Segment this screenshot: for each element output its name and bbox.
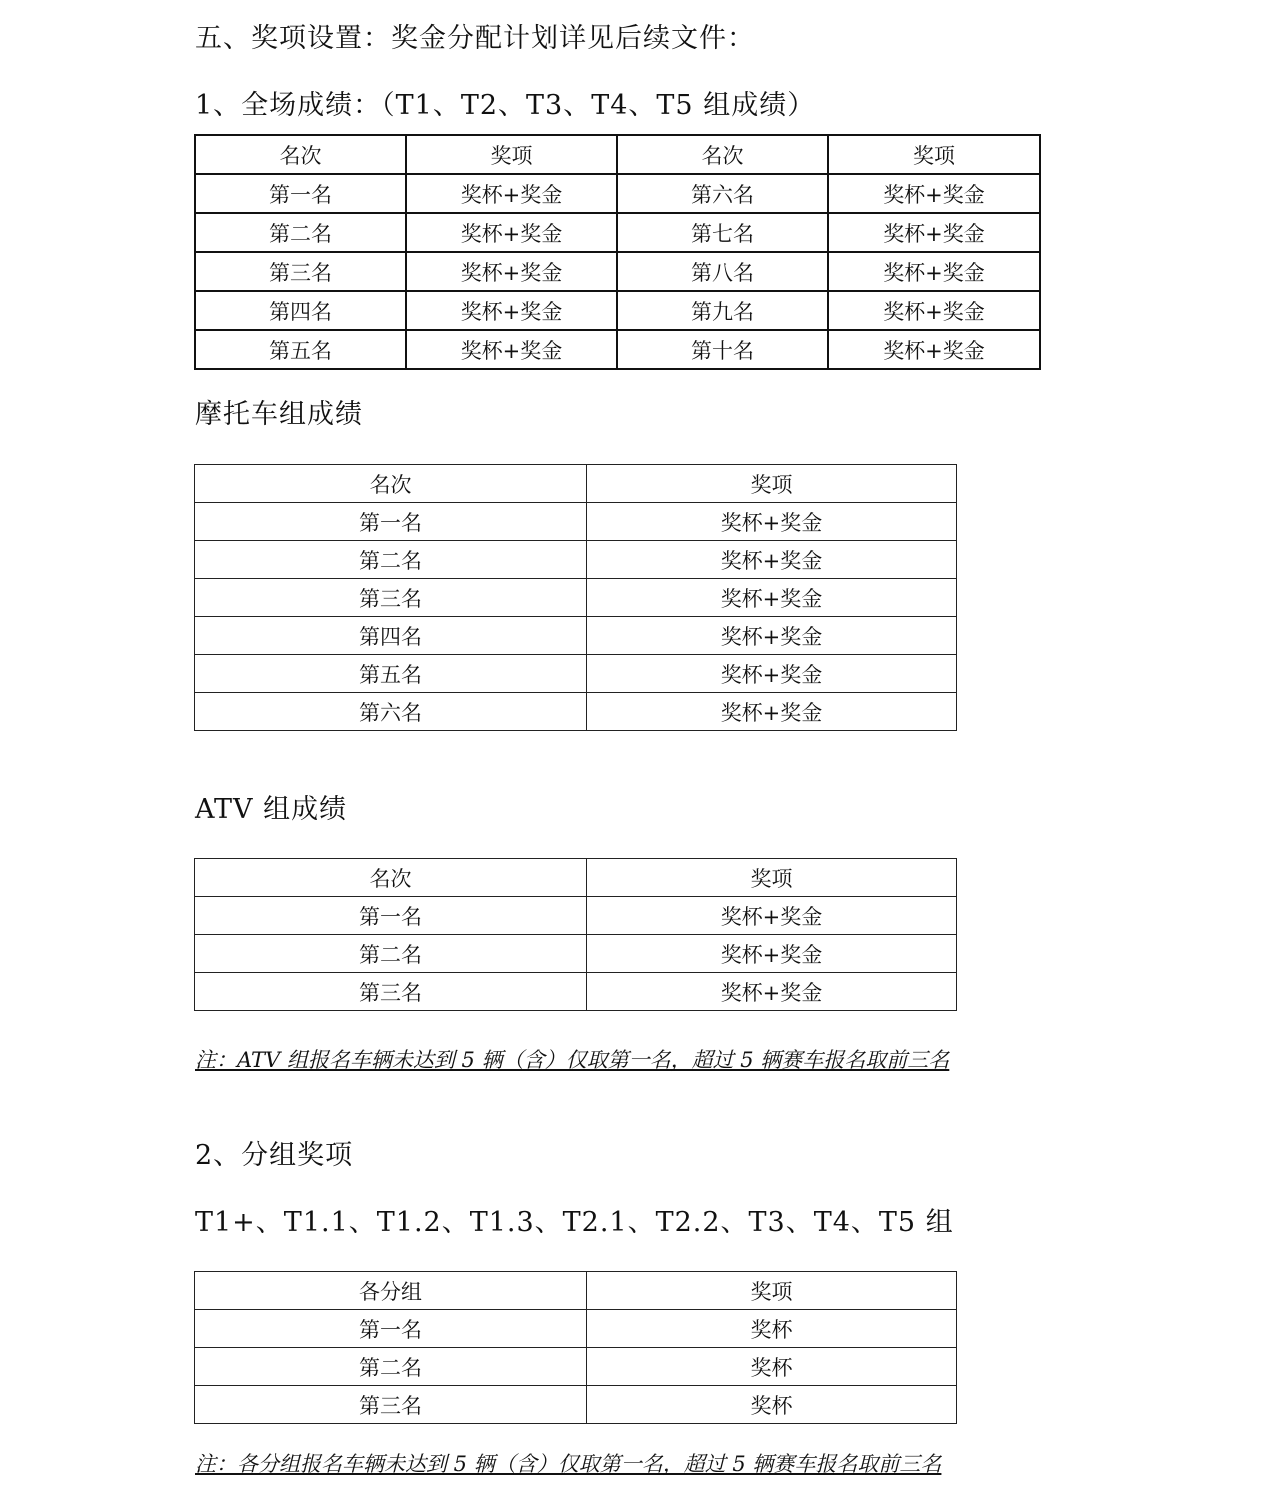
table-row xyxy=(195,541,957,579)
table-cell: 奖杯 xyxy=(587,1310,957,1348)
table-cell: 奖杯+奖金 xyxy=(587,579,957,617)
table-header-cell: 奖项 xyxy=(406,135,617,174)
motorcycle-table xyxy=(194,464,957,731)
motorcycle-heading: 摩托车组成绩 xyxy=(195,399,363,430)
table-cell: 奖杯 xyxy=(587,1348,957,1386)
table-cell: 第一名 xyxy=(195,1310,587,1348)
table-row xyxy=(195,1310,957,1348)
group-subheading: T1+、T1.1、T1.2、T1.3、T2.1、T2.2、T3、T4、T5 组 xyxy=(195,1207,954,1238)
table-row xyxy=(195,1348,957,1386)
table-row xyxy=(195,579,957,617)
table-header-cell: 奖项 xyxy=(587,1272,957,1310)
group-note: 注：各分组报名车辆未达到 5 辆（含）仅取第一名，超过 5 辆赛车报名取前三名 xyxy=(195,1452,942,1476)
table-cell: 第三名 xyxy=(195,973,587,1011)
table-header-cell: 奖项 xyxy=(587,465,957,503)
table-header-cell: 奖项 xyxy=(587,859,957,897)
table-header-cell: 名次 xyxy=(195,465,587,503)
table-row xyxy=(195,174,1040,213)
table-cell: 第一名 xyxy=(195,503,587,541)
table-cell: 奖杯+奖金 xyxy=(828,330,1040,369)
table-header-cell: 各分组 xyxy=(195,1272,587,1310)
table-cell: 第三名 xyxy=(195,252,406,291)
table-cell: 第六名 xyxy=(195,693,587,731)
table-row xyxy=(195,655,957,693)
table-cell: 第六名 xyxy=(617,174,828,213)
table-row xyxy=(195,617,957,655)
table-row xyxy=(195,252,1040,291)
table-cell: 奖杯+奖金 xyxy=(587,503,957,541)
table-cell: 第一名 xyxy=(195,174,406,213)
table-cell: 奖杯+奖金 xyxy=(587,897,957,935)
table-cell: 第四名 xyxy=(195,617,587,655)
table-cell: 奖杯 xyxy=(587,1386,957,1424)
table-cell: 奖杯+奖金 xyxy=(828,213,1040,252)
table-header-cell: 名次 xyxy=(617,135,828,174)
table-cell: 第二名 xyxy=(195,935,587,973)
table-header-cell: 名次 xyxy=(195,135,406,174)
group-heading: 2、分组奖项 xyxy=(195,1140,354,1171)
table-header-cell: 奖项 xyxy=(828,135,1040,174)
table-cell: 奖杯+奖金 xyxy=(587,935,957,973)
table-header-row xyxy=(195,1272,957,1310)
table-row xyxy=(195,897,957,935)
table-cell: 奖杯+奖金 xyxy=(406,213,617,252)
table-cell: 奖杯+奖金 xyxy=(406,174,617,213)
table-cell: 奖杯+奖金 xyxy=(828,252,1040,291)
table-cell: 第三名 xyxy=(195,1386,587,1424)
group-table xyxy=(194,1271,957,1424)
table-cell: 第五名 xyxy=(195,330,406,369)
table-cell: 第二名 xyxy=(195,1348,587,1386)
table-row xyxy=(195,693,957,731)
table-header-row xyxy=(195,859,957,897)
table-row xyxy=(195,973,957,1011)
atv-table xyxy=(194,858,957,1011)
table-cell: 奖杯+奖金 xyxy=(587,617,957,655)
overall-heading: 1、全场成绩：（T1、T2、T3、T4、T5 组成绩） xyxy=(195,90,816,121)
table-cell: 第五名 xyxy=(195,655,587,693)
table-cell: 奖杯+奖金 xyxy=(587,693,957,731)
table-cell: 第二名 xyxy=(195,213,406,252)
table-cell: 第一名 xyxy=(195,897,587,935)
table-row xyxy=(195,330,1040,369)
table-cell: 奖杯+奖金 xyxy=(406,252,617,291)
atv-note: 注：ATV 组报名车辆未达到 5 辆（含）仅取第一名，超过 5 辆赛车报名取前三名 xyxy=(195,1048,950,1072)
section-title: 五、奖项设置：奖金分配计划详见后续文件： xyxy=(195,23,755,54)
table-cell: 第九名 xyxy=(617,291,828,330)
table-header-row xyxy=(195,465,957,503)
table-row xyxy=(195,935,957,973)
table-row xyxy=(195,503,957,541)
atv-heading: ATV 组成绩 xyxy=(195,794,348,825)
table-cell: 第八名 xyxy=(617,252,828,291)
table-cell: 奖杯+奖金 xyxy=(587,655,957,693)
table-cell: 第三名 xyxy=(195,579,587,617)
overall-table xyxy=(194,134,1041,370)
table-cell: 奖杯+奖金 xyxy=(406,291,617,330)
table-header-row xyxy=(195,135,1040,174)
table-cell: 第四名 xyxy=(195,291,406,330)
table-cell: 第二名 xyxy=(195,541,587,579)
table-cell: 奖杯+奖金 xyxy=(587,973,957,1011)
table-cell: 奖杯+奖金 xyxy=(828,174,1040,213)
table-header-cell: 名次 xyxy=(195,859,587,897)
table-cell: 第十名 xyxy=(617,330,828,369)
table-cell: 奖杯+奖金 xyxy=(828,291,1040,330)
table-cell: 第七名 xyxy=(617,213,828,252)
table-cell: 奖杯+奖金 xyxy=(587,541,957,579)
table-row xyxy=(195,213,1040,252)
table-cell: 奖杯+奖金 xyxy=(406,330,617,369)
table-row xyxy=(195,1386,957,1424)
table-row xyxy=(195,291,1040,330)
